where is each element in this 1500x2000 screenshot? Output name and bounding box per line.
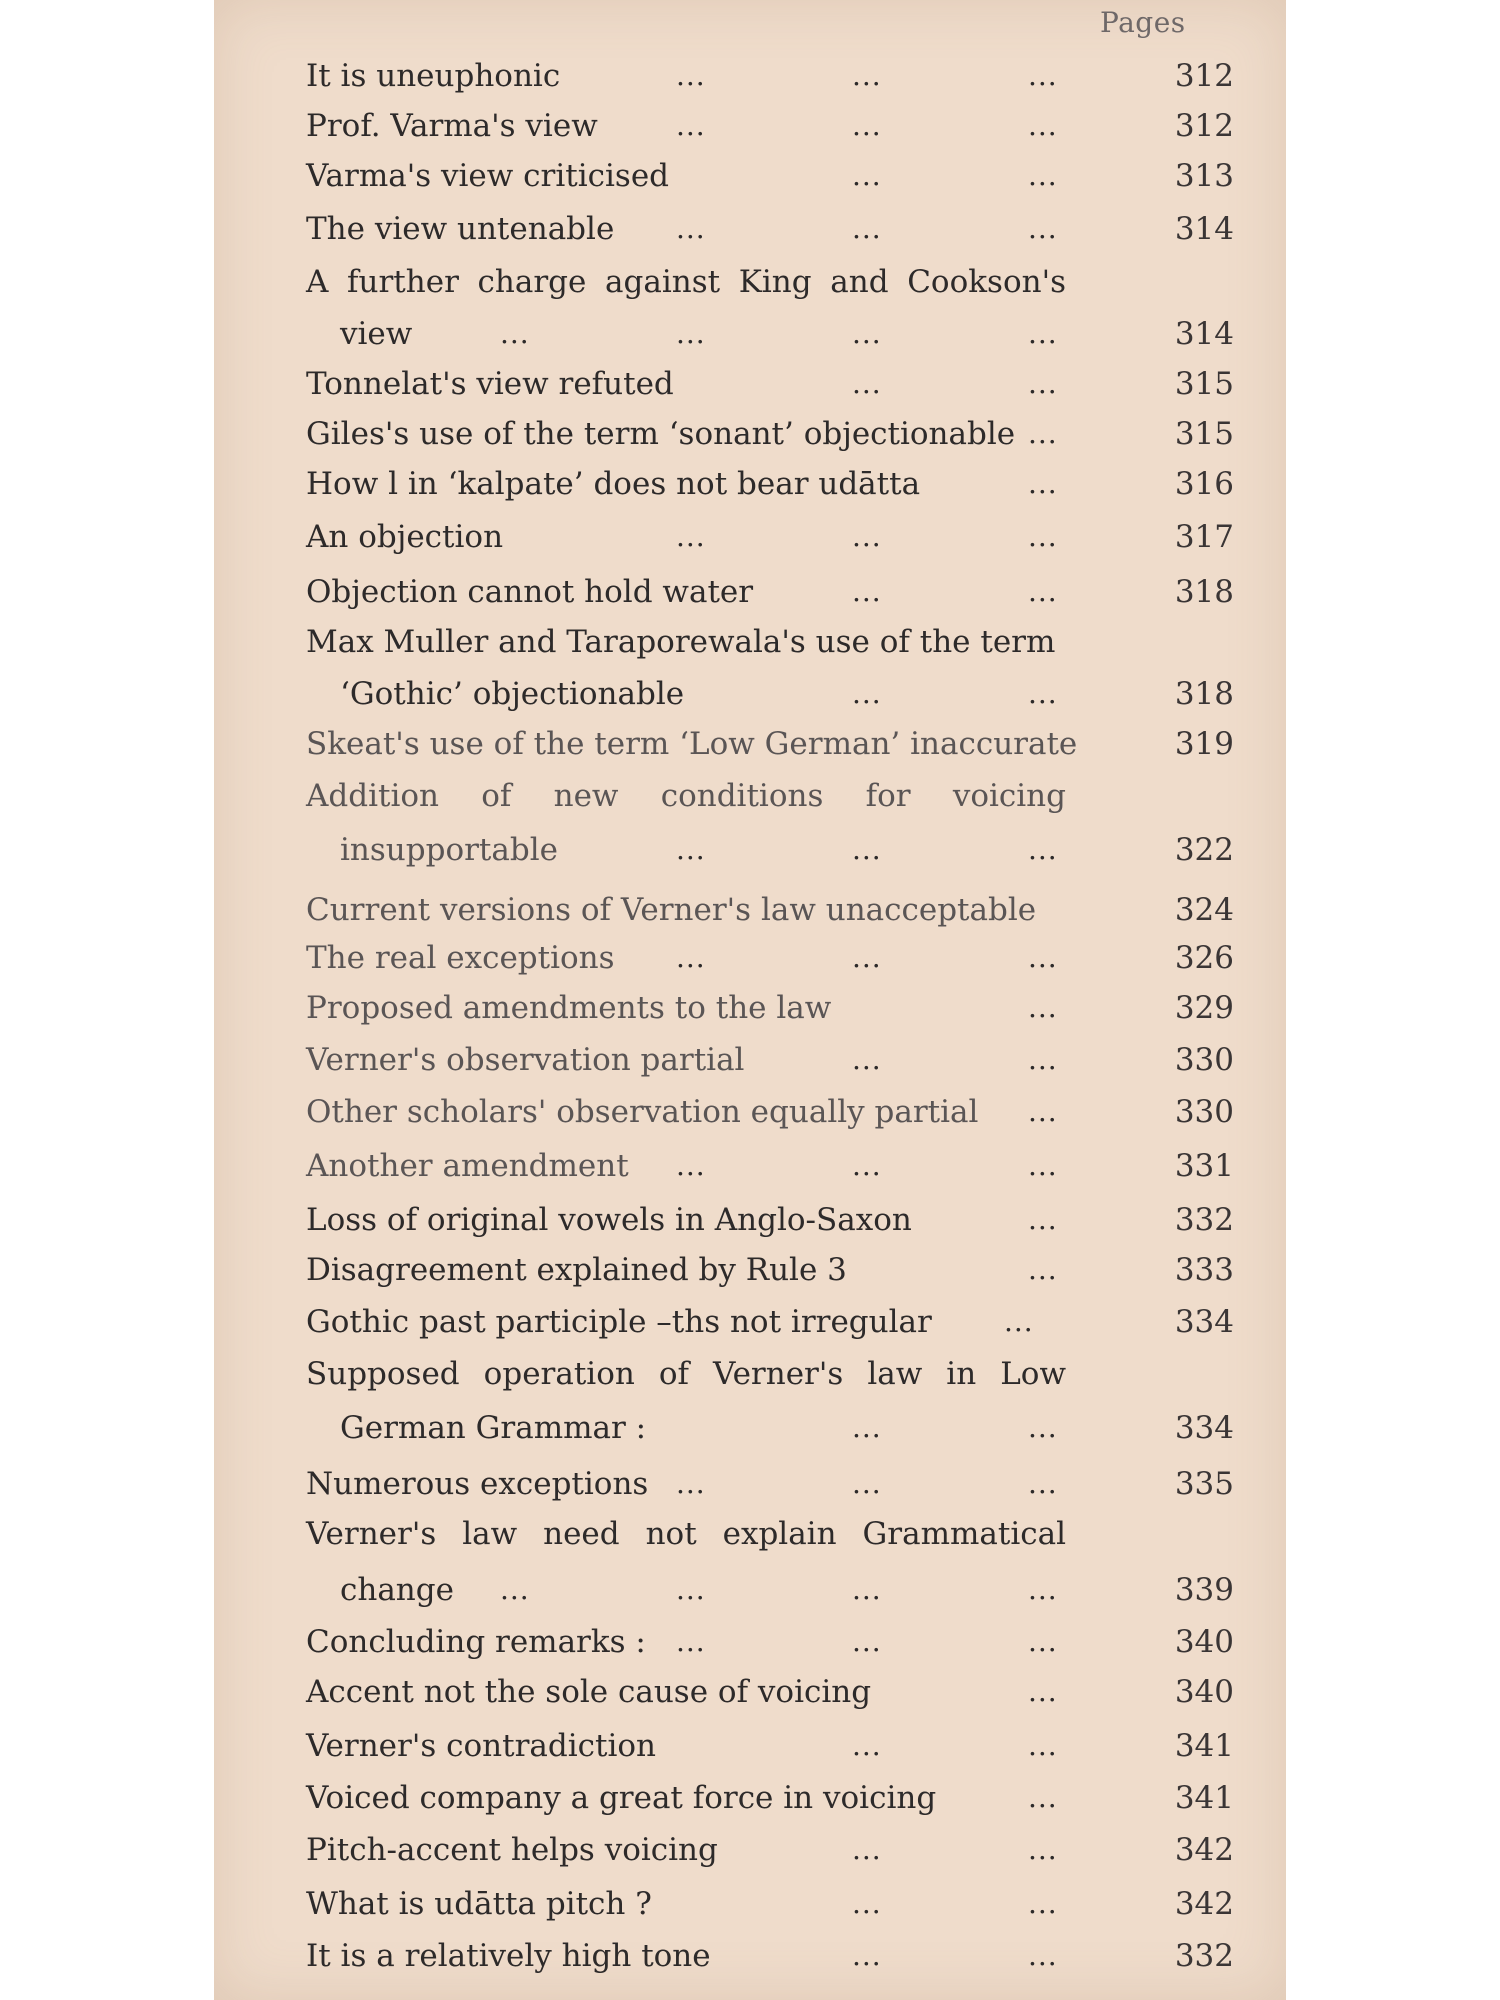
toc-entry-page: 331 [1174, 1148, 1234, 1184]
toc-entry-title: Concluding remarks : [306, 1624, 646, 1660]
toc-entry-title: What is udātta pitch ? [306, 1886, 652, 1922]
toc-entry-page: 312 [1174, 108, 1234, 144]
toc-entry-page: 340 [1174, 1674, 1234, 1710]
toc-entry-page: 342 [1174, 1886, 1234, 1922]
toc-entry-title: Accent not the sole cause of voicing [306, 1674, 872, 1710]
toc-entry-title: Numerous exceptions [306, 1466, 649, 1502]
toc-entry-title: A further charge against King and Cookson's [306, 264, 1066, 300]
toc-entry-page: 315 [1174, 416, 1234, 452]
toc-entry-page: 318 [1174, 676, 1234, 712]
toc-entry-page: 316 [1174, 466, 1234, 502]
toc-entry-page: 339 [1174, 1572, 1234, 1608]
toc-entry-page: 332 [1174, 1938, 1234, 1974]
toc-entry-page: 330 [1174, 1042, 1234, 1078]
toc-entry-page: 317 [1174, 519, 1234, 555]
toc-entry-page: 332 [1174, 1202, 1234, 1238]
toc-entry-page: 330 [1174, 1094, 1234, 1130]
toc-entry-title: It is uneuphonic [306, 58, 561, 94]
toc-entry-title: Loss of original vowels in Anglo-Saxon [306, 1202, 912, 1238]
toc-entry-page: 334 [1174, 1410, 1234, 1446]
toc-entry-title: Gothic past participle –ths not irregular [306, 1304, 932, 1340]
toc-entry-title: Pitch-accent helps voicing [306, 1832, 718, 1868]
toc-entry-title: It is a relatively high tone [306, 1938, 711, 1974]
toc-entry-title: Verner's observation partial [306, 1042, 745, 1078]
toc-entry-title: The view untenable [306, 211, 615, 247]
toc-entry-title: Objection cannot hold water [306, 574, 754, 610]
toc-entry-page: 314 [1174, 316, 1234, 352]
toc-entry-title: Another amendment [306, 1148, 629, 1184]
toc-entry-title: Max Muller and Taraporewala's use of the term [306, 624, 1056, 660]
toc-entry-title: Giles's use of the term ‘sonant’ objectionable [306, 416, 1016, 452]
toc-entry-title-continuation: ‘Gothic’ objectionable [340, 676, 685, 712]
toc-entry-page: 324 [1174, 892, 1234, 928]
toc-entry-title: Verner's law need not explain Grammatical [306, 1516, 1066, 1552]
toc-entry-title: Addition of new conditions for voicing [306, 778, 1066, 814]
toc-entry-title: Other scholars' observation equally partial [306, 1094, 979, 1130]
toc-entry-page: 335 [1174, 1466, 1234, 1502]
toc-entry-page: 314 [1174, 211, 1234, 247]
toc-entry-page: 318 [1174, 574, 1234, 610]
toc-entry-page: 342 [1174, 1832, 1234, 1868]
toc-entry-title-continuation: German Grammar : [340, 1410, 647, 1446]
table-of-contents: It is uneuphonic ... ... ... 312 Prof. Varma's view ... ... ... 312 Varma's view criticised ... ... 313 The view untenable ... ... ... 314 A further charge against King and Cookson's view ... ... ... ... 314 Tonnelat's view refuted ... ... 315 Giles's use of the term ‘sonant’ objectionable ... 315 How l in ‘kalpate’ does not bear udātta ... 316 An objection ... ... ... 317 Objection cannot hold water ... ... 318 Max Muller and Taraporewala's use of the term ‘Gothic’ objectionable ... ... 318 Skeat's use of the term ‘Low German’ inaccurate 319 Addition of new conditions for voicing insupportable ... ... ... 322 Current versions of Verner's law unacceptable 324 The real exceptions ... ... ... 326 Proposed amendments to the law ... 329 Verner's observation partial ... ... 330 Other scholars' observation equally partial ... 330 Another amendment ... ... ... 331 Loss of original vowels in Anglo-Saxon ... 332 Disagreement explained by Rule 3 ... 333 Gothic past participle –ths not irregular ... 334 Supposed operation of Verner's law in Low German Grammar : ... ... 334 Numerous exceptions ... ... ... 335 Verner's law need not explain Grammatical change ... ... ... ... 339 Concluding remarks : ... ... ... 340 Accent not the sole cause of voicing ... 340 Verner's contradiction ... ... 341 Voiced company a great force in voicing ... 341 Pitch-accent helps voicing ... ... 342 What is udātta pitch ? ... ... 342 It is a relatively high tone ... ... 332 [306, 58, 1234, 1974]
toc-entry-title: Current versions of Verner's law unacceptable [306, 892, 1037, 928]
toc-entry-page: 329 [1174, 990, 1234, 1026]
toc-entry-page: 322 [1174, 832, 1234, 868]
toc-entry-page: 313 [1174, 158, 1234, 194]
pages-column-header: Pages [1100, 6, 1186, 39]
toc-entry-page: 333 [1174, 1252, 1234, 1288]
toc-entry-page: 319 [1174, 726, 1234, 762]
toc-entry-title-continuation: view [340, 316, 413, 352]
toc-entry-title: Voiced company a great force in voicing [306, 1780, 937, 1816]
toc-entry-title: An objection [306, 519, 504, 555]
toc-entry-title: How l in ‘kalpate’ does not bear udātta [306, 466, 921, 502]
toc-entry-title-continuation: insupportable [340, 832, 558, 868]
toc-entry-title: Disagreement explained by Rule 3 [306, 1252, 847, 1288]
toc-entry-page: 340 [1174, 1624, 1234, 1660]
toc-entry-page: 326 [1174, 940, 1234, 976]
toc-entry-page: 341 [1174, 1780, 1234, 1816]
toc-entry-title: Supposed operation of Verner's law in Low [306, 1356, 1066, 1392]
toc-entry-title: Tonnelat's view refuted [306, 366, 674, 402]
toc-entry-title: The real exceptions [306, 940, 615, 976]
toc-entry-page: 334 [1174, 1304, 1234, 1340]
toc-entry-title: Proposed amendments to the law [306, 990, 832, 1026]
toc-entry-title: Varma's view criticised [306, 158, 670, 194]
toc-entry-page: 315 [1174, 366, 1234, 402]
toc-entry-title: Verner's contradiction [306, 1728, 656, 1764]
toc-entry-page: 341 [1174, 1728, 1234, 1764]
toc-entry-page: 312 [1174, 58, 1234, 94]
toc-entry-title-continuation: change [340, 1572, 454, 1608]
toc-entry-title: Skeat's use of the term ‘Low German’ inaccurate [306, 726, 1078, 762]
toc-entry-title: Prof. Varma's view [306, 108, 598, 144]
